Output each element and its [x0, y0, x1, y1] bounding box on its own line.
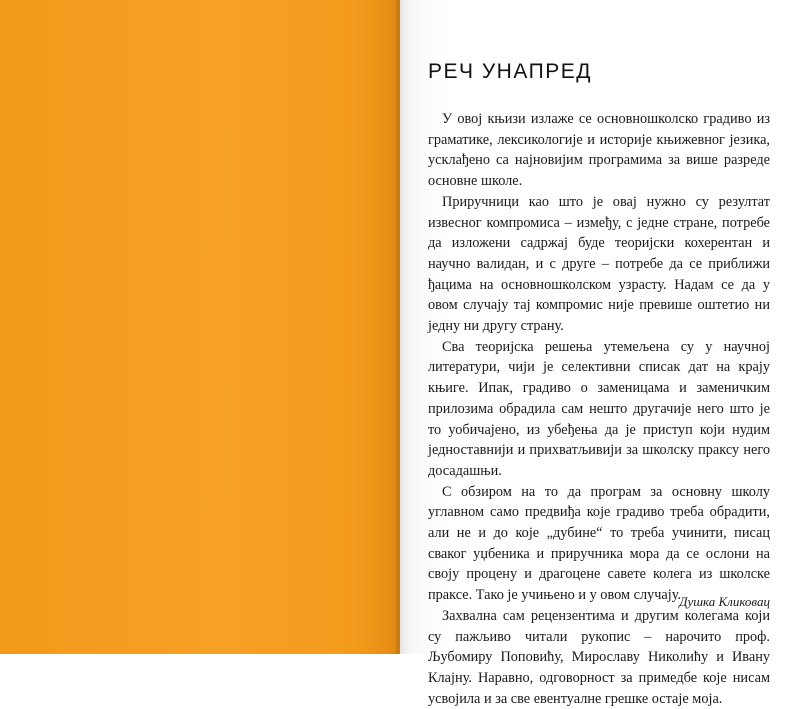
- paragraph-1: У овој књизи излаже се основношколско градиво из граматике, лексикологије и историје књижевног језика, усклађено са најновијим програмима за више разреде основне школе.: [428, 111, 770, 190]
- orange-cover-page: [0, 0, 400, 654]
- paragraph-5: Захвална сам рецензентима и другим колегама који су пажљиво читали рукопис – нарочито проф. Љубомиру Поповићу, Мирославу Николићу и Ивану Клајну. Наравно, одговорност за примедбе које нисам усвојила и за све евентуалне грешке остаје моја.: [428, 607, 770, 707]
- paragraph-4: С обзиром на то да програм за основну школу углавном само предвиђа које градиво треба обрадити, али не и до које „дубине“ то треба учинити, писац сваког уџбеника и приручника мора да се ослони на своју процену и драгоцене савете колега из школске праксе. Тако је учињено и у овом случају.: [428, 483, 770, 604]
- page-heading: РЕЧ УНАПРЕД: [428, 60, 592, 83]
- author-signature: Душка Кликовац: [679, 594, 770, 609]
- preface-body: [428, 109, 770, 709]
- paragraph-3: Сва теоријска решења утемељена су у научној литератури, чији је селективни списак дат на крају књиге. Ипак, градиво о заменицама и заменичким прилозима обрадила сам нешто другачије него што је то уобичајено, из убеђења да је приступ који нудим једноставнији и прихватљивији за школску праксу него досадашњи.: [428, 338, 770, 479]
- book-spine-shadow: [396, 0, 410, 654]
- paragraph-2: Приручници као што је овај нужно су резултат извесног компромиса – између, с једне стране, потребе да изложени садржај буде теоријски кохерентан и научно валидан, и с друге – потребе да се приближи ђацима на основношколском узрасту. Надам се да у овом случају тај компромис није превише оштетио ни једну ни другу страну.: [428, 193, 770, 335]
